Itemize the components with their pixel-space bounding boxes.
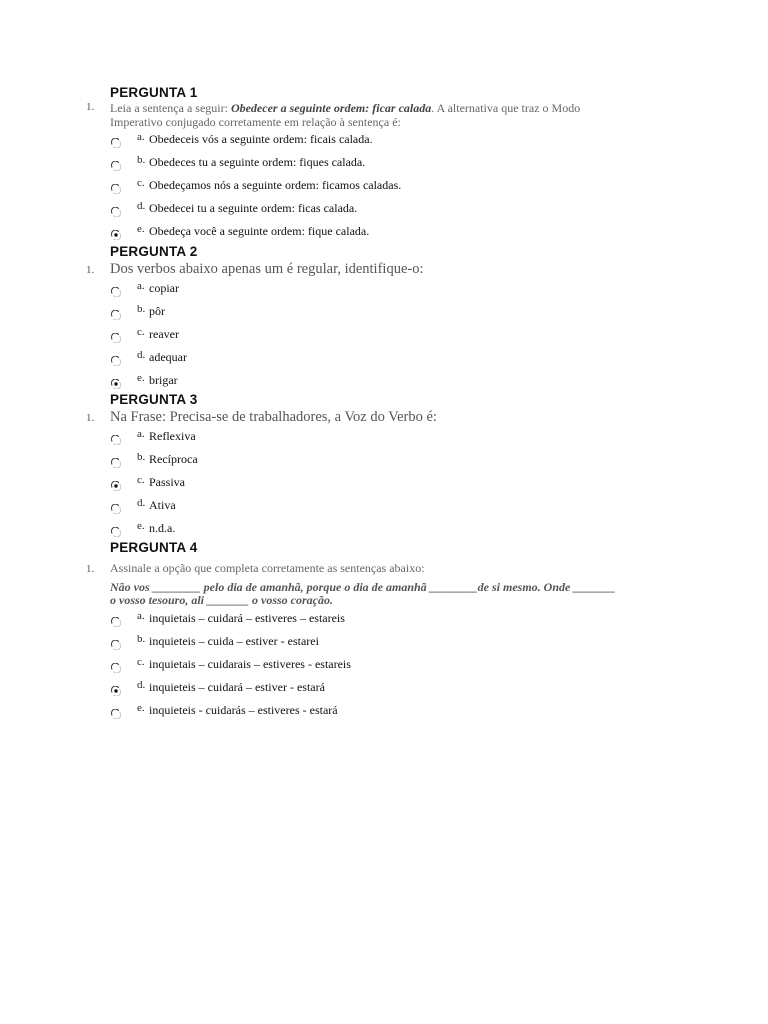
question-3-option-4-letter: d.: [137, 497, 146, 509]
question-3-heading: PERGUNTA 3: [110, 392, 198, 407]
question-3-option-2-letter: b.: [137, 451, 146, 463]
question-3-option-5-letter: e.: [137, 520, 145, 532]
question-1-option-1-letter: a.: [137, 131, 145, 143]
question-3-option-1-letter: a.: [137, 428, 145, 440]
question-1-option-2-radio[interactable]: [111, 161, 120, 170]
question-2-text: Dos verbos abaixo apenas um é regular, identifique-o:: [110, 261, 424, 277]
question-1-option-2-letter: b.: [137, 154, 146, 166]
question-4-option-1-radio[interactable]: [111, 617, 120, 626]
question-4-heading: PERGUNTA 4: [110, 540, 198, 555]
question-3-number: 1.: [86, 412, 95, 424]
question-2-option-1-radio[interactable]: [111, 287, 120, 296]
question-1-option-3-label[interactable]: Obedeçamos nós a seguinte ordem: ficamos caladas.: [149, 178, 402, 192]
question-4-option-3-letter: c.: [137, 656, 145, 668]
question-2-option-1-label[interactable]: copiar: [149, 281, 179, 295]
question-4-option-4-letter: d.: [137, 679, 146, 691]
question-4-option-5-letter: e.: [137, 702, 145, 714]
question-2-option-3-label[interactable]: reaver: [149, 327, 179, 341]
question-3-option-3-radio[interactable]: [111, 481, 120, 490]
question-1-option-4-letter: d.: [137, 200, 146, 212]
question-2-heading: PERGUNTA 2: [110, 244, 198, 259]
question-4-option-4-radio[interactable]: [111, 686, 120, 695]
question-2-number: 1.: [86, 264, 95, 276]
question-1-text-pre: Leia a sentença a seguir:: [110, 101, 231, 115]
question-1-text-emphasis: Obedecer a seguinte ordem: ficar calada: [230, 101, 432, 115]
question-3-option-5-label[interactable]: n.d.a.: [149, 521, 176, 535]
question-3-text: Na Frase: Precisa-se de trabalhadores, a Voz do Verbo é:: [110, 409, 437, 425]
question-3-option-2-label[interactable]: Recíproca: [149, 452, 198, 466]
question-3-option-3-label[interactable]: Passiva: [149, 475, 185, 489]
question-4-option-1-letter: a.: [137, 610, 145, 622]
question-3-option-4-label[interactable]: Ativa: [149, 498, 176, 512]
question-3-option-1-label[interactable]: Reflexiva: [149, 429, 196, 443]
question-1-option-2-label[interactable]: Obedeces tu a seguinte ordem: fiques calada.: [149, 155, 366, 169]
question-4-quote-line2: o vosso tesouro, ali _______ o vosso coração.: [110, 593, 333, 607]
question-4-option-4-label[interactable]: inquieteis – cuidará – estiver - estará: [149, 680, 325, 694]
question-1-option-1-label[interactable]: Obedeceis vós a seguinte ordem: ficais calada.: [149, 132, 373, 146]
question-2-option-3-letter: c.: [137, 326, 145, 338]
question-4-option-5-radio[interactable]: [111, 709, 120, 718]
question-4-text: Assinale a opção que completa corretamente as sentenças abaixo:: [110, 561, 425, 575]
question-2-option-4-label[interactable]: adequar: [149, 350, 187, 364]
question-1-text: [110, 101, 650, 129]
question-2-option-4-letter: d.: [137, 349, 146, 361]
question-2-option-3-radio[interactable]: [111, 333, 120, 342]
question-3-option-5-radio[interactable]: [111, 527, 120, 536]
question-3-option-4-radio[interactable]: [111, 504, 120, 513]
question-2-option-2-label[interactable]: pôr: [149, 304, 165, 318]
question-1-option-4-radio[interactable]: [111, 207, 120, 216]
question-1-option-3-radio[interactable]: [111, 184, 120, 193]
question-2-option-2-radio[interactable]: [111, 310, 120, 319]
question-1-text-line2: Imperativo conjugado corretamente em relação à sentença é:: [110, 115, 401, 129]
question-4-option-5-label[interactable]: inquieteis - cuidarás – estiveres - estará: [149, 703, 338, 717]
question-1-option-1-radio[interactable]: [111, 138, 120, 147]
question-1-option-4-label[interactable]: Obedecei tu a seguinte ordem: ficas calada.: [149, 201, 358, 215]
question-1-option-5-letter: e.: [137, 223, 145, 235]
question-3-option-3-letter: c.: [137, 474, 145, 486]
question-3-option-2-radio[interactable]: [111, 458, 120, 467]
question-2-option-1-letter: a.: [137, 280, 145, 292]
question-4-quote: [110, 581, 670, 607]
question-1-option-5-label[interactable]: Obedeça você a seguinte ordem: fique calada.: [149, 224, 370, 238]
question-4-option-2-radio[interactable]: [111, 640, 120, 649]
question-4-option-2-letter: b.: [137, 633, 146, 645]
question-1-text-post: . A alternativa que traz o Modo: [431, 101, 581, 115]
question-1-option-5-radio[interactable]: [111, 230, 120, 239]
question-2-option-5-letter: e.: [137, 372, 145, 384]
question-2-option-2-letter: b.: [137, 303, 146, 315]
question-4-option-2-label[interactable]: inquieteis – cuida – estiver - estarei: [149, 634, 319, 648]
question-4-quote-line1: Não vos ________ pelo dia de amanhã, porque o dia de amanhã ________de si mesmo. Onde _______: [110, 580, 616, 594]
question-4-option-3-radio[interactable]: [111, 663, 120, 672]
question-4-number: 1.: [86, 563, 95, 575]
question-2-option-5-radio[interactable]: [111, 379, 120, 388]
question-1-heading: PERGUNTA 1: [110, 85, 198, 100]
question-2-option-4-radio[interactable]: [111, 356, 120, 365]
question-4-option-1-label[interactable]: inquietais – cuidará – estiveres – estareis: [149, 611, 345, 625]
question-2-option-5-label[interactable]: brigar: [149, 373, 178, 387]
question-3-option-1-radio[interactable]: [111, 435, 120, 444]
question-4-option-3-label[interactable]: inquietais – cuidarais – estiveres - estareis: [149, 657, 351, 671]
question-1-number: 1.: [86, 101, 95, 113]
question-1-option-3-letter: c.: [137, 177, 145, 189]
